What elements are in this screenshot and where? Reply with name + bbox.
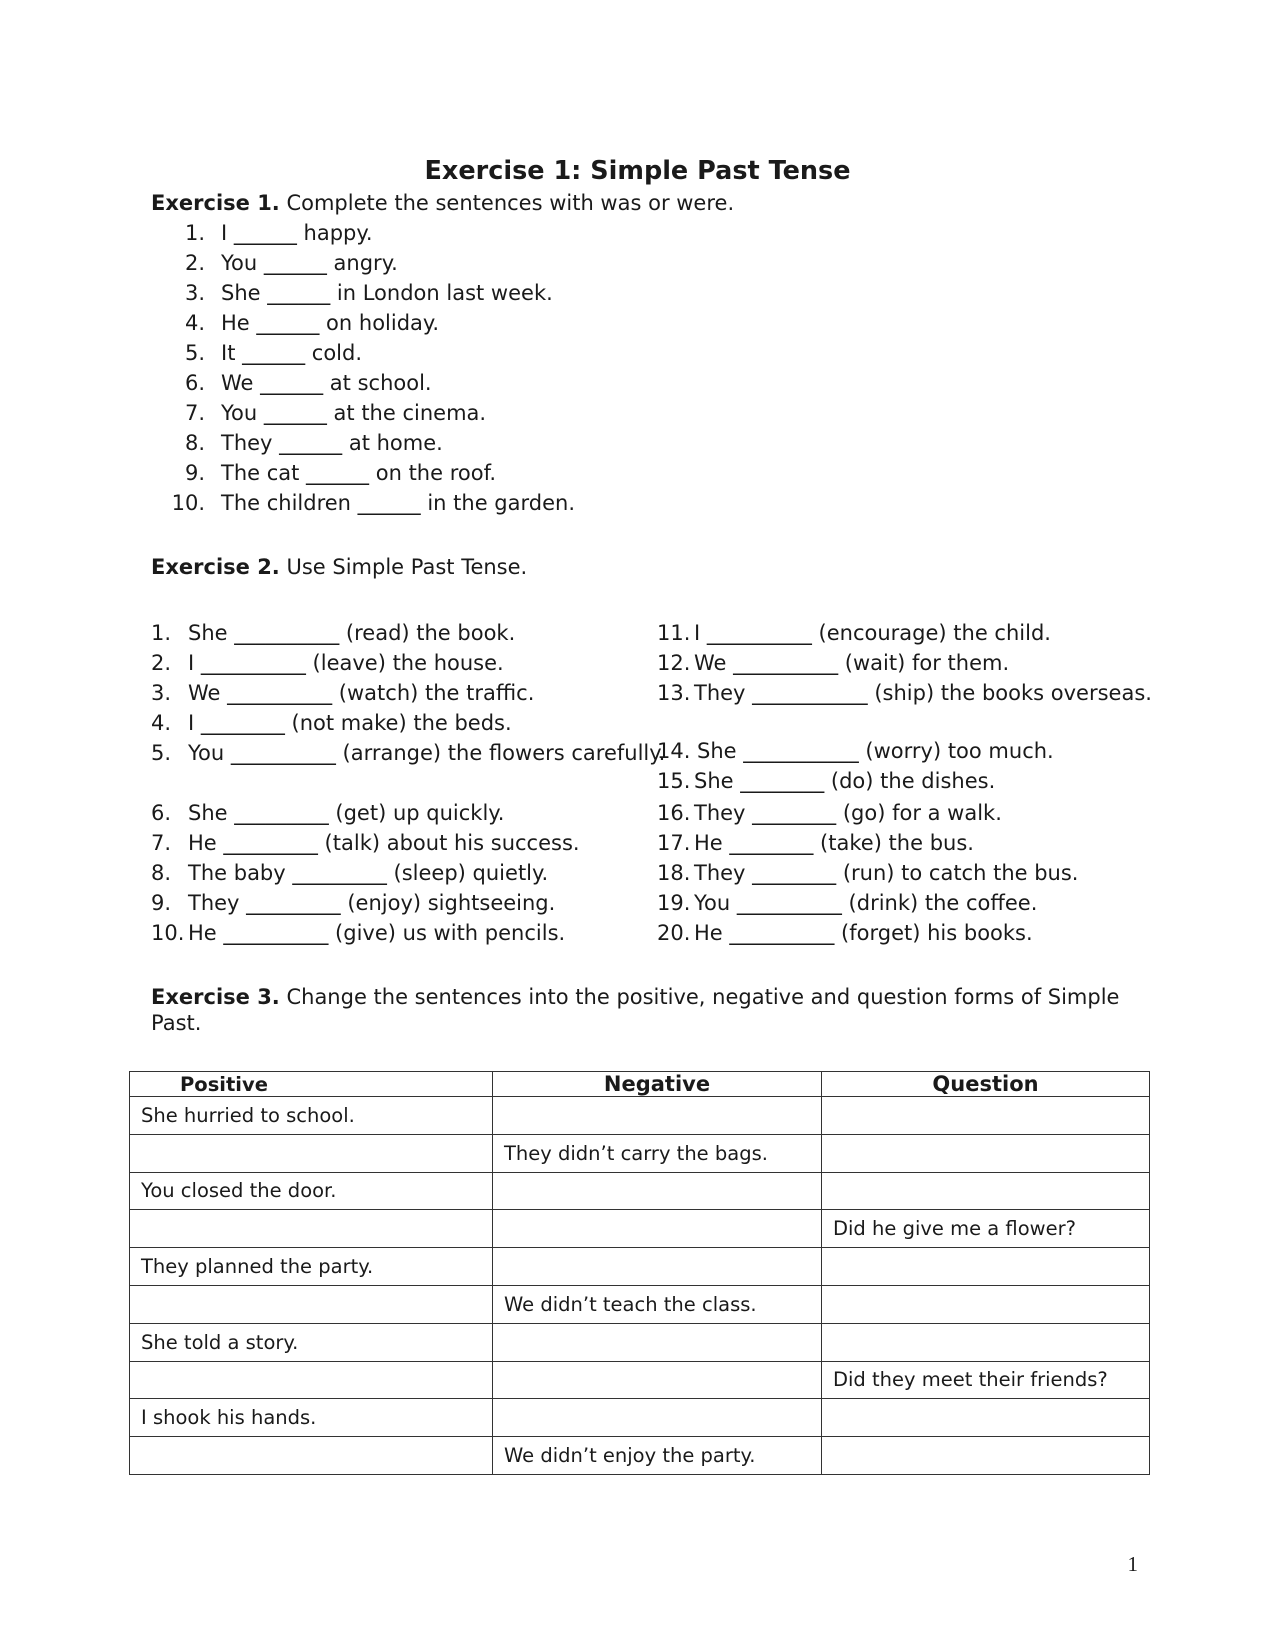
table-cell: You closed the door. (130, 1172, 493, 1210)
exercise3-instruction: Change the sentences into the positive, negative and question forms of Simple Past. (151, 985, 1120, 1035)
item-text: I __________ (encourage) the child. (694, 621, 1051, 645)
item-number: 17. (657, 831, 691, 855)
table-row (130, 1361, 1150, 1399)
item-number: 13. (657, 681, 691, 705)
exercise1-item (169, 370, 432, 396)
item-number: 10. (151, 921, 185, 945)
item-number: 8. (151, 861, 172, 885)
exercise2-instruction: Use Simple Past Tense. (286, 555, 528, 579)
table-cell (822, 1323, 1150, 1361)
table-cell: We didn’t enjoy the party. (493, 1437, 822, 1475)
table-cell: She hurried to school. (130, 1097, 493, 1135)
exercise2-item (151, 800, 504, 826)
item-number: 7. (151, 831, 172, 855)
item-number: 9. (184, 461, 205, 485)
table-cell (130, 1361, 493, 1399)
exercise1-heading (151, 190, 1131, 216)
item-number: 10. (171, 491, 205, 515)
item-number: 4. (184, 311, 205, 335)
exercise1-item (169, 340, 362, 366)
exercise3-table (129, 1071, 1150, 1475)
table-cell: Did he give me a flower? (822, 1210, 1150, 1248)
table-cell (130, 1134, 493, 1172)
item-text: I ________ (not make) the beds. (188, 711, 512, 735)
table-cell (822, 1437, 1150, 1475)
item-text: The baby _________ (sleep) quietly. (188, 861, 549, 885)
exercise2-item (151, 620, 515, 646)
item-text: It ______ cold. (221, 341, 363, 365)
item-number: 16. (657, 801, 691, 825)
table-cell (493, 1248, 822, 1286)
table-cell (130, 1210, 493, 1248)
exercise2-item (151, 710, 512, 736)
exercise3-label: Exercise 3. (151, 985, 280, 1009)
table-cell (493, 1097, 822, 1135)
exercise2-item (657, 920, 1033, 946)
exercise2-item (151, 650, 504, 676)
exercise3-heading (151, 984, 1131, 1036)
exercise1-item (169, 400, 486, 426)
item-number: 2. (151, 651, 172, 675)
table-cell: We didn’t teach the class. (493, 1285, 822, 1323)
exercise1-item (169, 430, 443, 456)
table-row (130, 1285, 1150, 1323)
exercise1-label: Exercise 1. (151, 191, 280, 215)
exercise2-item (657, 860, 1078, 886)
table-row (130, 1134, 1150, 1172)
exercise1-item (169, 280, 553, 306)
item-number: 15. (657, 769, 691, 793)
exercise2-item (657, 800, 1002, 826)
exercise2-item (657, 650, 1009, 676)
table-cell (493, 1399, 822, 1437)
item-number: 3. (184, 281, 205, 305)
table-cell (493, 1210, 822, 1248)
header-positive: Positive (130, 1072, 493, 1097)
item-text: He ________ (take) the bus. (694, 831, 974, 855)
item-text: They ________ (run) to catch the bus. (694, 861, 1079, 885)
item-number: 2. (184, 251, 205, 275)
item-text: She ______ in London last week. (221, 281, 553, 305)
item-text: She ________ (do) the dishes. (694, 769, 996, 793)
item-text: I __________ (leave) the house. (188, 651, 504, 675)
item-number: 7. (184, 401, 205, 425)
exercise2-item (657, 768, 995, 794)
item-text: We __________ (wait) for them. (694, 651, 1010, 675)
item-text: They ________ (go) for a walk. (694, 801, 1002, 825)
exercise2-item (657, 890, 1037, 916)
table-row (130, 1248, 1150, 1286)
table-cell (822, 1097, 1150, 1135)
table-cell (130, 1437, 493, 1475)
table-row (130, 1097, 1150, 1135)
item-number: 12. (657, 651, 691, 675)
exercise2-heading (151, 554, 1131, 580)
item-text: He _________ (talk) about his success. (188, 831, 580, 855)
table-cell (822, 1399, 1150, 1437)
exercise1-item (169, 220, 373, 246)
item-number: 5. (151, 741, 172, 765)
exercise2-item (151, 740, 666, 766)
item-text: The children ______ in the garden. (221, 491, 575, 515)
item-text: You ______ angry. (221, 251, 398, 275)
item-number: 6. (151, 801, 172, 825)
item-number: 6. (184, 371, 205, 395)
exercise1-item (169, 490, 575, 516)
item-text: He __________ (give) us with pencils. (188, 921, 566, 945)
item-number: 4. (151, 711, 172, 735)
item-number: 9. (151, 891, 172, 915)
table-cell (822, 1248, 1150, 1286)
item-number: 5. (184, 341, 205, 365)
item-text: We __________ (watch) the traffic. (188, 681, 535, 705)
item-number: 3. (151, 681, 172, 705)
item-text: You ______ at the cinema. (221, 401, 487, 425)
table-cell: She told a story. (130, 1323, 493, 1361)
exercise2-item (151, 860, 548, 886)
exercise2-item (151, 680, 534, 706)
header-question: Question (822, 1072, 1150, 1097)
item-text: We ______ at school. (221, 371, 432, 395)
page-title: Exercise 1: Simple Past Tense (424, 156, 851, 186)
item-text: He ______ on holiday. (221, 311, 440, 335)
table-row (130, 1210, 1150, 1248)
item-text: They ______ at home. (221, 431, 443, 455)
table-cell: Did they meet their friends? (822, 1361, 1150, 1399)
exercise1-instruction: Complete the sentences with was or were. (286, 191, 735, 215)
exercise2-item (657, 738, 1054, 764)
table-cell: They didn’t carry the bags. (493, 1134, 822, 1172)
exercise2-item (657, 830, 974, 856)
exercise2-label: Exercise 2. (151, 555, 280, 579)
table-cell (130, 1285, 493, 1323)
table-row (130, 1399, 1150, 1437)
table-row (130, 1323, 1150, 1361)
item-text: You __________ (drink) the coffee. (694, 891, 1038, 915)
exercise1-item (169, 310, 439, 336)
item-number: 11. (657, 621, 691, 645)
item-number: 1. (184, 221, 205, 245)
item-text: The cat ______ on the roof. (221, 461, 497, 485)
exercise2-item (151, 890, 555, 916)
exercise2-item (151, 920, 565, 946)
table-cell (822, 1172, 1150, 1210)
table-cell (493, 1361, 822, 1399)
item-number: 8. (184, 431, 205, 455)
table-row (130, 1172, 1150, 1210)
header-negative: Negative (493, 1072, 822, 1097)
exercise1-item (169, 250, 398, 276)
table-cell (493, 1172, 822, 1210)
item-text: She ___________ (worry) too much. (697, 739, 1054, 763)
exercise2-item (657, 620, 1051, 646)
item-number: 20. (657, 921, 691, 945)
item-number: 18. (657, 861, 691, 885)
item-number: 1. (151, 621, 172, 645)
exercise1-item (169, 460, 496, 486)
item-text: She __________ (read) the book. (188, 621, 516, 645)
page-number: 1 (1127, 1552, 1138, 1576)
item-text: She _________ (get) up quickly. (188, 801, 505, 825)
exercise2-item (151, 830, 580, 856)
table-cell: I shook his hands. (130, 1399, 493, 1437)
item-number: 19. (657, 891, 691, 915)
item-text: You __________ (arrange) the flowers carefully. (188, 741, 666, 765)
table-cell (822, 1285, 1150, 1323)
item-text: They _________ (enjoy) sightseeing. (188, 891, 556, 915)
table-row (130, 1437, 1150, 1475)
item-number: 14. (657, 739, 691, 763)
table-cell: They planned the party. (130, 1248, 493, 1286)
item-text: He __________ (forget) his books. (694, 921, 1033, 945)
table-cell (822, 1134, 1150, 1172)
table-header-row (130, 1072, 1150, 1097)
item-text: They ___________ (ship) the books overseas. (694, 681, 1152, 705)
item-text: I ______ happy. (221, 221, 373, 245)
table-cell (493, 1323, 822, 1361)
exercise2-item (657, 680, 1152, 706)
